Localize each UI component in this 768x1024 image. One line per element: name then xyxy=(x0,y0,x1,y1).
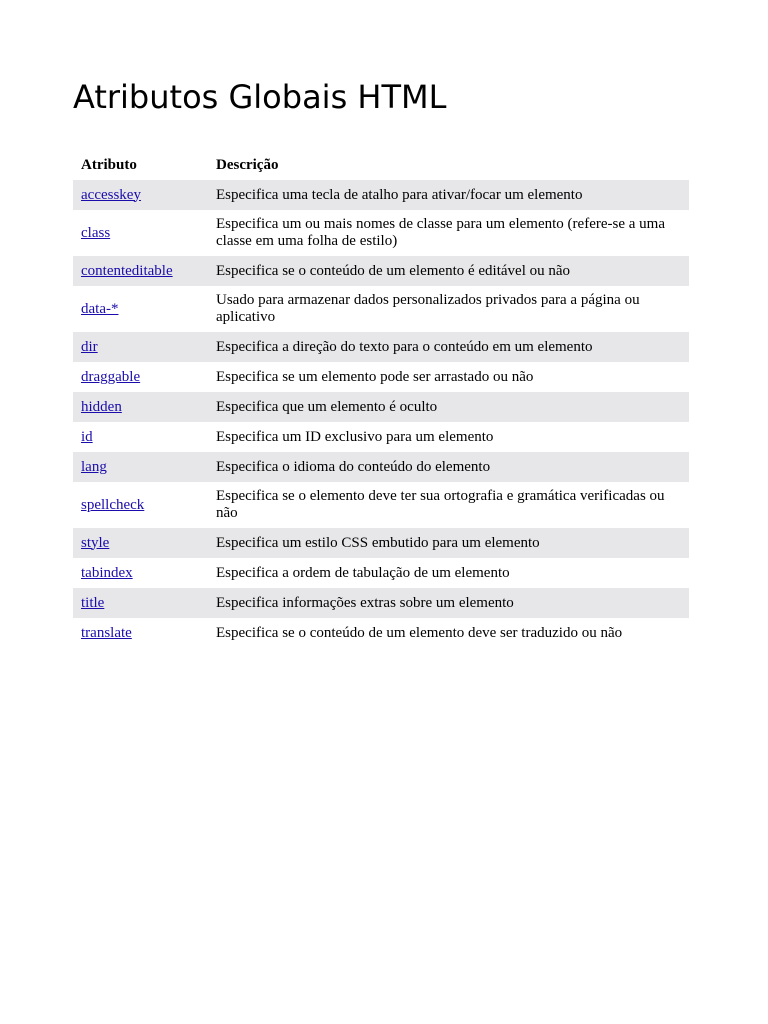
table-header-row xyxy=(73,150,689,180)
attribute-cell xyxy=(73,528,208,558)
table-row xyxy=(73,256,689,286)
header-description: Descrição xyxy=(216,156,279,173)
table-row xyxy=(73,452,689,482)
attribute-link-style[interactable]: style xyxy=(81,534,110,551)
attribute-cell xyxy=(73,482,208,528)
attributes-table xyxy=(73,150,689,648)
description-cell: Especifica um ID exclusivo para um elemento xyxy=(216,428,494,445)
table-row xyxy=(73,362,689,392)
description-cell: Especifica se o conteúdo de um elemento é editável ou não xyxy=(216,262,571,279)
attribute-link-spellcheck[interactable]: spellcheck xyxy=(81,496,145,513)
attribute-cell xyxy=(73,286,208,332)
table-row xyxy=(73,528,689,558)
description-cell: Especifica que um elemento é oculto xyxy=(216,398,438,415)
attribute-cell xyxy=(73,362,208,392)
description-cell: Especifica uma tecla de atalho para ativar/focar um elemento xyxy=(216,186,583,203)
attribute-cell xyxy=(73,588,208,618)
attribute-link-lang[interactable]: lang xyxy=(81,458,107,475)
table-row xyxy=(73,210,689,256)
attribute-link-dir[interactable]: dir xyxy=(81,338,98,355)
description-cell: Especifica informações extras sobre um elemento xyxy=(216,594,514,611)
attribute-cell xyxy=(73,422,208,452)
attribute-link-id[interactable]: id xyxy=(81,428,93,445)
description-cell: Especifica a ordem de tabulação de um elemento xyxy=(216,564,510,581)
header-attribute: Atributo xyxy=(81,156,137,173)
page-title: Atributos Globais HTML xyxy=(73,78,447,116)
table-row xyxy=(73,286,689,332)
table-row xyxy=(73,618,689,648)
attribute-cell xyxy=(73,256,208,286)
attribute-link-contenteditable[interactable]: contenteditable xyxy=(81,262,173,279)
description-cell: Especifica o idioma do conteúdo do elemento xyxy=(216,458,491,475)
attribute-cell xyxy=(73,210,208,256)
attribute-link-data[interactable]: data-* xyxy=(81,300,119,317)
table-row xyxy=(73,588,689,618)
description-cell: Especifica um estilo CSS embutido para um elemento xyxy=(216,534,540,551)
table-row xyxy=(73,392,689,422)
attribute-link-title[interactable]: title xyxy=(81,594,105,611)
attribute-cell xyxy=(73,392,208,422)
description-cell: Especifica se o elemento deve ter sua ortografia e gramática verificadas ou não xyxy=(216,488,665,521)
table-row xyxy=(73,332,689,362)
attribute-cell xyxy=(73,452,208,482)
table-row xyxy=(73,180,689,210)
attribute-link-hidden[interactable]: hidden xyxy=(81,398,122,415)
description-cell: Especifica a direção do texto para o conteúdo em um elemento xyxy=(216,338,593,355)
attribute-link-draggable[interactable]: draggable xyxy=(81,368,141,385)
description-cell: Especifica um ou mais nomes de classe para um elemento (refere-se a uma classe em uma folha de estilo) xyxy=(216,216,665,249)
table-row xyxy=(73,422,689,452)
attribute-link-accesskey[interactable]: accesskey xyxy=(81,186,141,203)
description-cell: Especifica se o conteúdo de um elemento deve ser traduzido ou não xyxy=(216,624,623,641)
attribute-link-tabindex[interactable]: tabindex xyxy=(81,564,133,581)
description-cell: Usado para armazenar dados personalizados privados para a página ou aplicativo xyxy=(216,292,640,325)
table-row xyxy=(73,482,689,528)
attribute-cell xyxy=(73,618,208,648)
attribute-cell xyxy=(73,180,208,210)
attribute-cell xyxy=(73,558,208,588)
attribute-cell xyxy=(73,332,208,362)
description-cell: Especifica se um elemento pode ser arrastado ou não xyxy=(216,368,534,385)
attribute-link-translate[interactable]: translate xyxy=(81,624,132,641)
attribute-link-class[interactable]: class xyxy=(81,224,111,241)
table-row xyxy=(73,558,689,588)
